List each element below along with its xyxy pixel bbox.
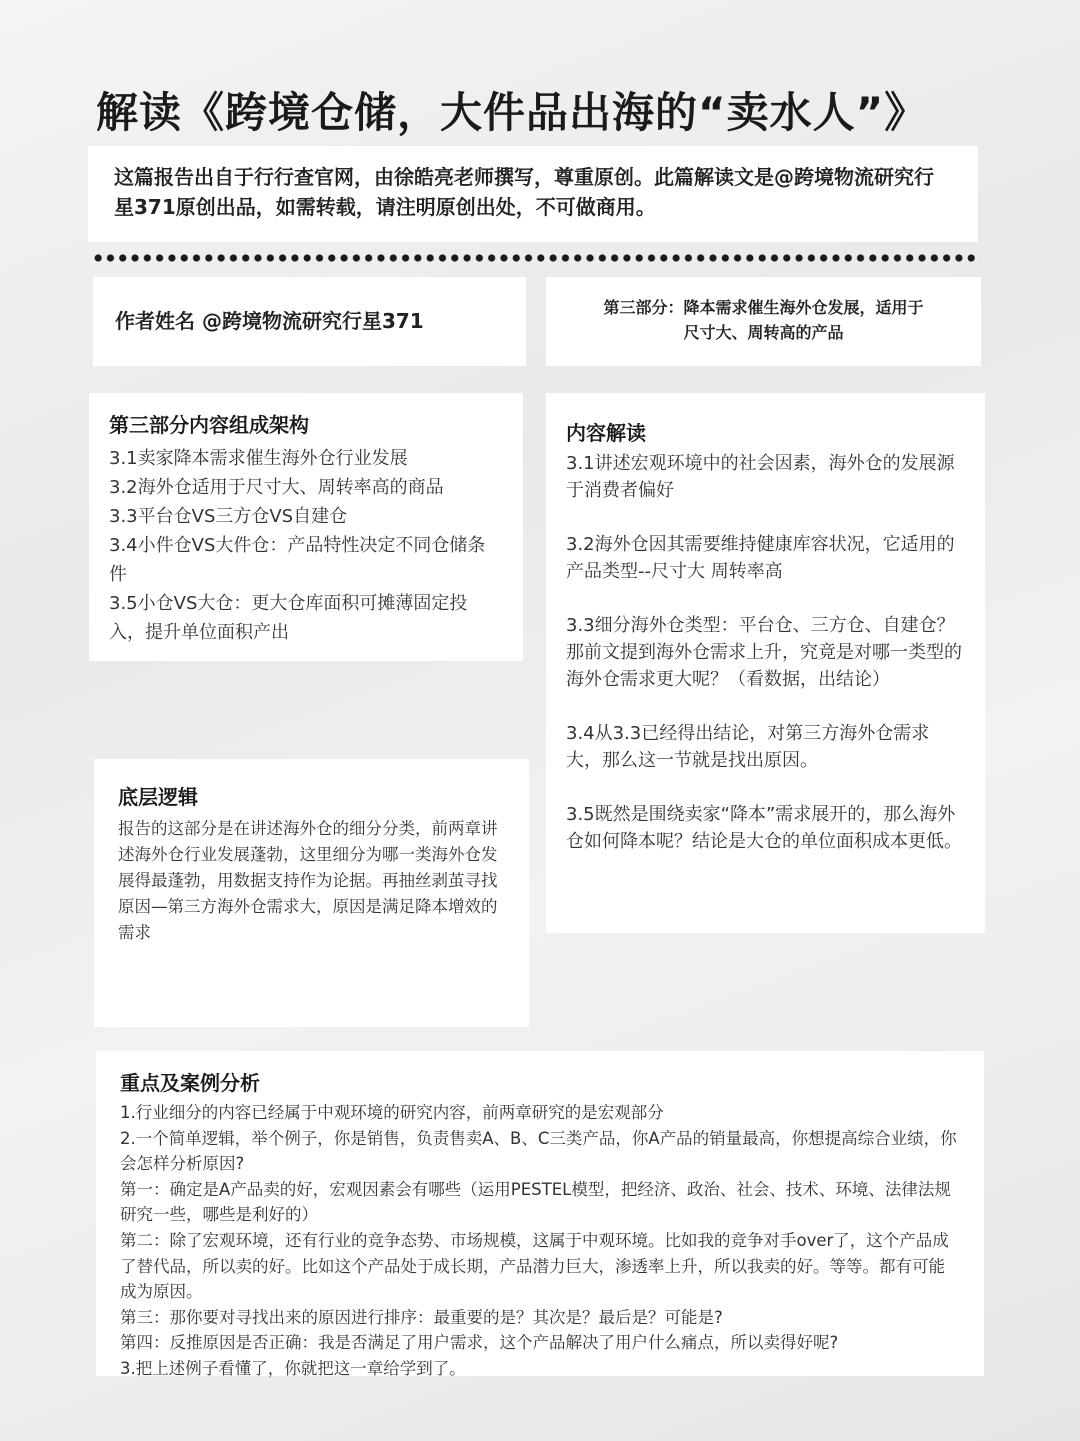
page-title: 解读《跨境仓储，大件品出海的“卖水人”》	[96, 88, 928, 137]
logic-text: 报告的这部分是在讲述海外仓的细分分类，前两章讲述海外仓行业发展蓬勃，这里细分为哪一类海外仓发展得最蓬勃，用数据支持作为论据。再抽丝剥茧寻找原因—第三方海外仓需求大，原因是满足降本增效的需求	[118, 819, 498, 942]
key-point-line: 第一：确定是A产品卖的好，宏观因素会有哪些（运用PESTEL模型，把经济、政治、社会、技术、环境、法律法规研究一些，哪些是利好的）	[120, 1179, 951, 1225]
part-title-box	[546, 277, 981, 366]
key-point-line: 第二：除了宏观环境，还有行业的竞争态势、市场规模，这属于中观环境。比如我的竞争对手over了，这个产品成了替代品，所以卖的好。比如这个产品处于成长期，产品潜力巨大，渗透率上升，所以我卖的好。等等。都有可能成为原因。	[120, 1230, 949, 1302]
key-point-line: 第三：那你要对寻找出来的原因进行排序：最重要的是？其次是？最后是？可能是?	[120, 1307, 723, 1327]
interpretation-paragraph: 3.2海外仓因其需要维持健康库容状况，它适用的产品类型--尺寸大 周转率高	[566, 534, 955, 582]
interpretation-heading: 内容解读	[566, 421, 646, 445]
structure-box	[89, 393, 523, 661]
intro-box	[88, 146, 978, 242]
structure-item: 3.1卖家降本需求催生海外仓行业发展	[109, 448, 408, 469]
structure-item: 3.2海外仓适用于尺寸大、周转率高的商品	[109, 477, 444, 498]
interpretation-paragraph: 3.1讲述宏观环境中的社会因素，海外仓的发展源于消费者偏好	[566, 453, 955, 501]
structure-item: 3.3平台仓VS三方仓VS自建仓	[109, 506, 348, 527]
part-title: 第三部分：降本需求催生海外仓发展，适用于尺寸大、周转高的产品	[603, 298, 924, 342]
key-points-box	[96, 1051, 984, 1376]
logic-box	[94, 759, 529, 1027]
key-point-line: 第四：反推原因是否正确：我是否满足了用户需求，这个产品解决了用户什么痛点，所以卖得好呢?	[120, 1333, 839, 1353]
logic-heading: 底层逻辑	[118, 785, 198, 809]
key-point-line: 1.行业细分的内容已经属于中观环境的研究内容，前两章研究的是宏观部分	[120, 1103, 664, 1122]
structure-item: 3.4小件仓VS大件仓：产品特性决定不同仓储条件	[109, 535, 486, 585]
key-point-line: 3.把上述例子看懂了，你就把这一章给学到了。	[120, 1358, 466, 1378]
interpretation-paragraph: 3.5既然是围绕卖家“降本”需求展开的，那么海外仓如何降本呢？结论是大仓的单位面积成本更低。	[566, 804, 962, 852]
dotted-divider	[92, 253, 980, 263]
author-box	[93, 277, 526, 366]
interpretation-box	[546, 393, 985, 933]
interpretation-paragraph: 3.4从3.3已经得出结论，对第三方海外仓需求大，那么这一节就是找出原因。	[566, 723, 930, 771]
interpretation-paragraph: 3.3细分海外仓类型：平台仓、三方仓、自建仓？那前文提到海外仓需求上升，究竟是对哪一类型的海外仓需求更大呢？（看数据，出结论）	[566, 615, 962, 690]
key-points-heading: 重点及案例分析	[120, 1071, 260, 1095]
author-label: 作者姓名 @跨境物流研究行星371	[115, 309, 424, 333]
structure-heading: 第三部分内容组成架构	[109, 413, 309, 437]
intro-text: 这篇报告出自于行行查官网，由徐皓亮老师撰写，尊重原创。此篇解读文是@跨境物流研究行星371原创出品，如需转载，请注明原创出处，不可做商用。	[114, 165, 934, 219]
structure-item: 3.5小仓VS大仓：更大仓库面积可摊薄固定投入，提升单位面积产出	[109, 593, 468, 643]
key-point-line: 2.一个简单逻辑，举个例子，你是销售，负责售卖A、B、C三类产品，你A产品的销量最高，你想提高综合业绩，你会怎样分析原因?	[120, 1128, 957, 1174]
